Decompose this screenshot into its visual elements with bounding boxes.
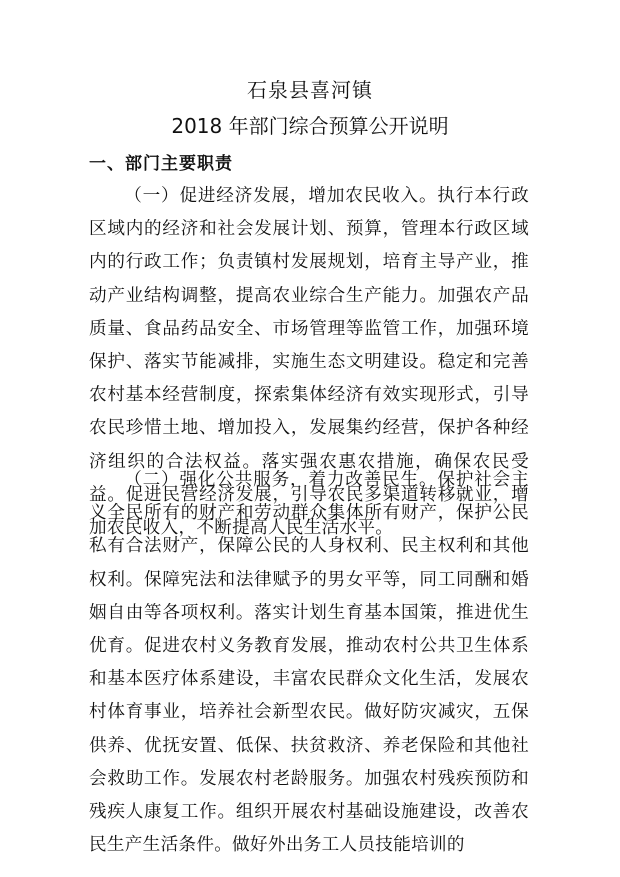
section-heading: 一、部门主要职责 — [89, 154, 233, 174]
document-title-org: 石泉县喜河镇 — [247, 78, 373, 102]
body-paragraph-economic: （一）促进经济发展，增加农民收入。执行本行政区域内的经济和社会发展计划、预算，管理本行政区域内的行政工作；负责镇村发展规划，培育主导产业，推动产业结构调整，提高农业综合生产能力。加强农产品质量、食品药品安全、市场管理等监管工作，加强环境保护、落实节能减排，实施生态文明建设。稳定和完善农村基本经营制度，探索集体经济有效实现形式，引导农民珍惜土地、增加投入，发展集约经营，保护各种经济组织的合法权益。落实强农惠农措施，确保农民受益。促进民营经济发展，引导农民多渠道转移就业，增加农民收入，不断提高人民生活水平。 — [89, 186, 529, 539]
body-paragraph-public-service: （二）强化公共服务，着力改善民生。保护社会主义全民所有的财产和劳动群众集体所有财产，保护公民私有合法财产，保障公民的人身权利、民主权利和其他权利。保障宪法和法律赋予的男女平等，同工同酬和婚姻自由等各项权利。落实计划生育基本国策，推进优生优育。促进农村义务教育发展，推动农村公共卫生体系和基本医疗体系建设，丰富农民群众文化生活，发展农村体育事业，培养社会新型农民。做好防灾减灾，五保供养、优抚安置、低保、扶贫救济、养老保险和其他社会救助工作。发展农村老龄服务。加强农村残疾预防和残疾人康复工作。组织开展农村基础设施建设，改善农民生产生活条件。做好外出务工人员技能培训的 — [89, 470, 529, 856]
document-title-subject: 2018 年部门综合预算公开说明 — [171, 114, 449, 138]
